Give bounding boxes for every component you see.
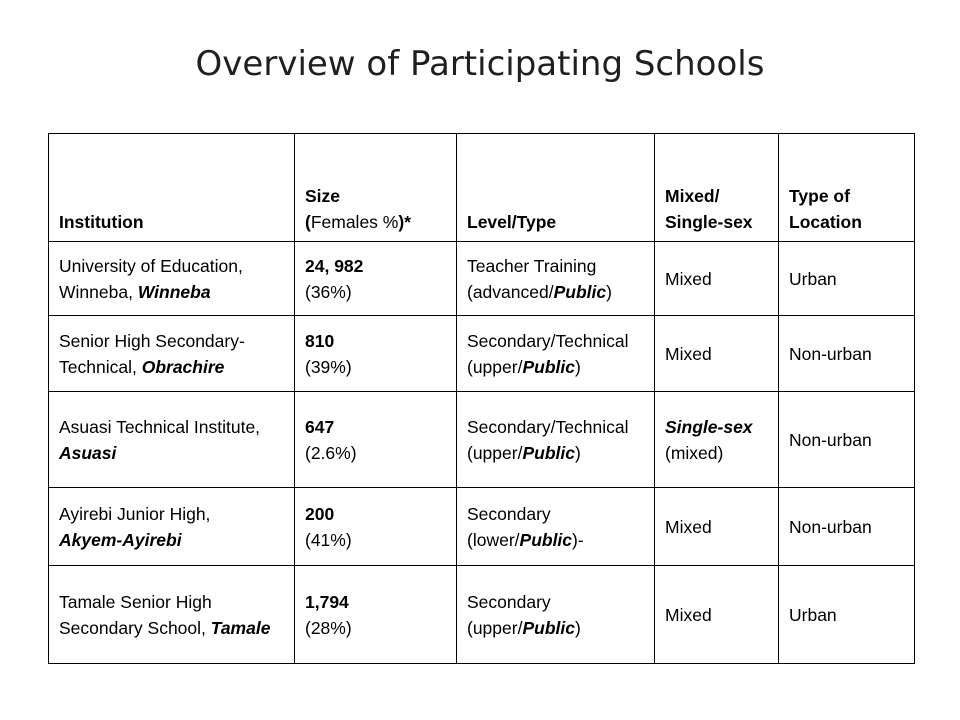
institution-place: Winneba	[137, 281, 211, 302]
level-text: Secondary/Technical (upper/	[467, 416, 629, 463]
mixed-text: Mixed	[665, 516, 712, 537]
level-tail: )	[574, 356, 581, 377]
institution-place: Akyem-Ayirebi	[59, 529, 182, 550]
level-text: Secondary (upper/	[467, 591, 551, 638]
level-public: Public	[522, 356, 575, 377]
header-size-line1: Size	[305, 186, 341, 206]
cell-level	[457, 392, 655, 488]
cell-location: Urban	[779, 242, 915, 316]
size-number: 810	[305, 330, 335, 351]
cell-mixed	[655, 392, 779, 488]
level-public: Public	[522, 442, 575, 463]
mixed-emph: Single-sex	[665, 416, 753, 437]
mixed-text: (mixed)	[665, 442, 724, 463]
level-public: Public	[522, 617, 575, 638]
size-percent: (39%)	[305, 356, 352, 377]
institution-name: University of Education, Winneba,	[59, 255, 243, 302]
level-tail: )	[574, 617, 581, 638]
level-public: Public	[553, 281, 607, 302]
page-title: Overview of Participating Schools	[195, 44, 765, 84]
level-text: Teacher Training (advanced/	[467, 255, 597, 302]
mixed-text: Mixed	[665, 268, 712, 289]
size-number: 647	[305, 416, 335, 437]
table-row	[49, 488, 915, 566]
cell-institution	[49, 488, 295, 566]
institution-name: Tamale Senior High Secondary School,	[59, 591, 212, 638]
cell-mixed	[655, 566, 779, 664]
cell-location: Urban	[779, 566, 915, 664]
size-number: 1,794	[305, 591, 349, 612]
cell-level	[457, 242, 655, 316]
table-header-row	[49, 134, 915, 242]
mixed-text: Mixed	[665, 343, 712, 364]
cell-size	[295, 488, 457, 566]
table-row	[49, 316, 915, 392]
size-number: 200	[305, 503, 335, 524]
cell-institution	[49, 242, 295, 316]
cell-level	[457, 488, 655, 566]
cell-institution	[49, 316, 295, 392]
institution-name: Asuasi Technical Institute,	[59, 416, 261, 437]
cell-size	[295, 566, 457, 664]
header-size-open: (	[305, 212, 311, 232]
header-level: Level/Type	[457, 134, 655, 242]
level-tail: )	[574, 442, 581, 463]
cell-size	[295, 316, 457, 392]
institution-place: Tamale	[210, 617, 271, 638]
cell-mixed	[655, 488, 779, 566]
level-text: Secondary (lower/	[467, 503, 551, 550]
level-tail: )	[606, 281, 612, 302]
cell-location: Non-urban	[779, 488, 915, 566]
header-location: Type of Location	[779, 134, 915, 242]
schools-table	[48, 133, 915, 664]
header-size-close: )*	[398, 212, 411, 232]
cell-size	[295, 392, 457, 488]
size-number: 24, 982	[305, 255, 364, 276]
level-text: Secondary/Technical (upper/	[467, 330, 629, 377]
size-percent: (28%)	[305, 617, 352, 638]
cell-mixed	[655, 316, 779, 392]
mixed-text: Mixed	[665, 604, 712, 625]
cell-institution	[49, 392, 295, 488]
header-mixed: Mixed/ Single-sex	[655, 134, 779, 242]
table-row	[49, 566, 915, 664]
cell-level	[457, 566, 655, 664]
table-row	[49, 392, 915, 488]
size-percent: (41%)	[305, 529, 352, 550]
cell-location: Non-urban	[779, 316, 915, 392]
cell-level	[457, 316, 655, 392]
size-percent: (2.6%)	[305, 442, 357, 463]
table-row	[49, 242, 915, 316]
header-institution: Institution	[49, 134, 295, 242]
level-tail: )-	[572, 529, 584, 550]
cell-mixed	[655, 242, 779, 316]
institution-place: Asuasi	[59, 442, 117, 463]
institution-name: Ayirebi Junior High,	[59, 503, 211, 524]
cell-size	[295, 242, 457, 316]
size-percent: (36%)	[305, 281, 352, 302]
institution-name: Senior High Secondary-Technical,	[59, 330, 245, 377]
institution-place: Obrachire	[141, 356, 225, 377]
header-size	[295, 134, 457, 242]
level-public: Public	[519, 529, 573, 550]
header-size-mid: Females %	[310, 212, 399, 232]
cell-institution	[49, 566, 295, 664]
cell-location: Non-urban	[779, 392, 915, 488]
